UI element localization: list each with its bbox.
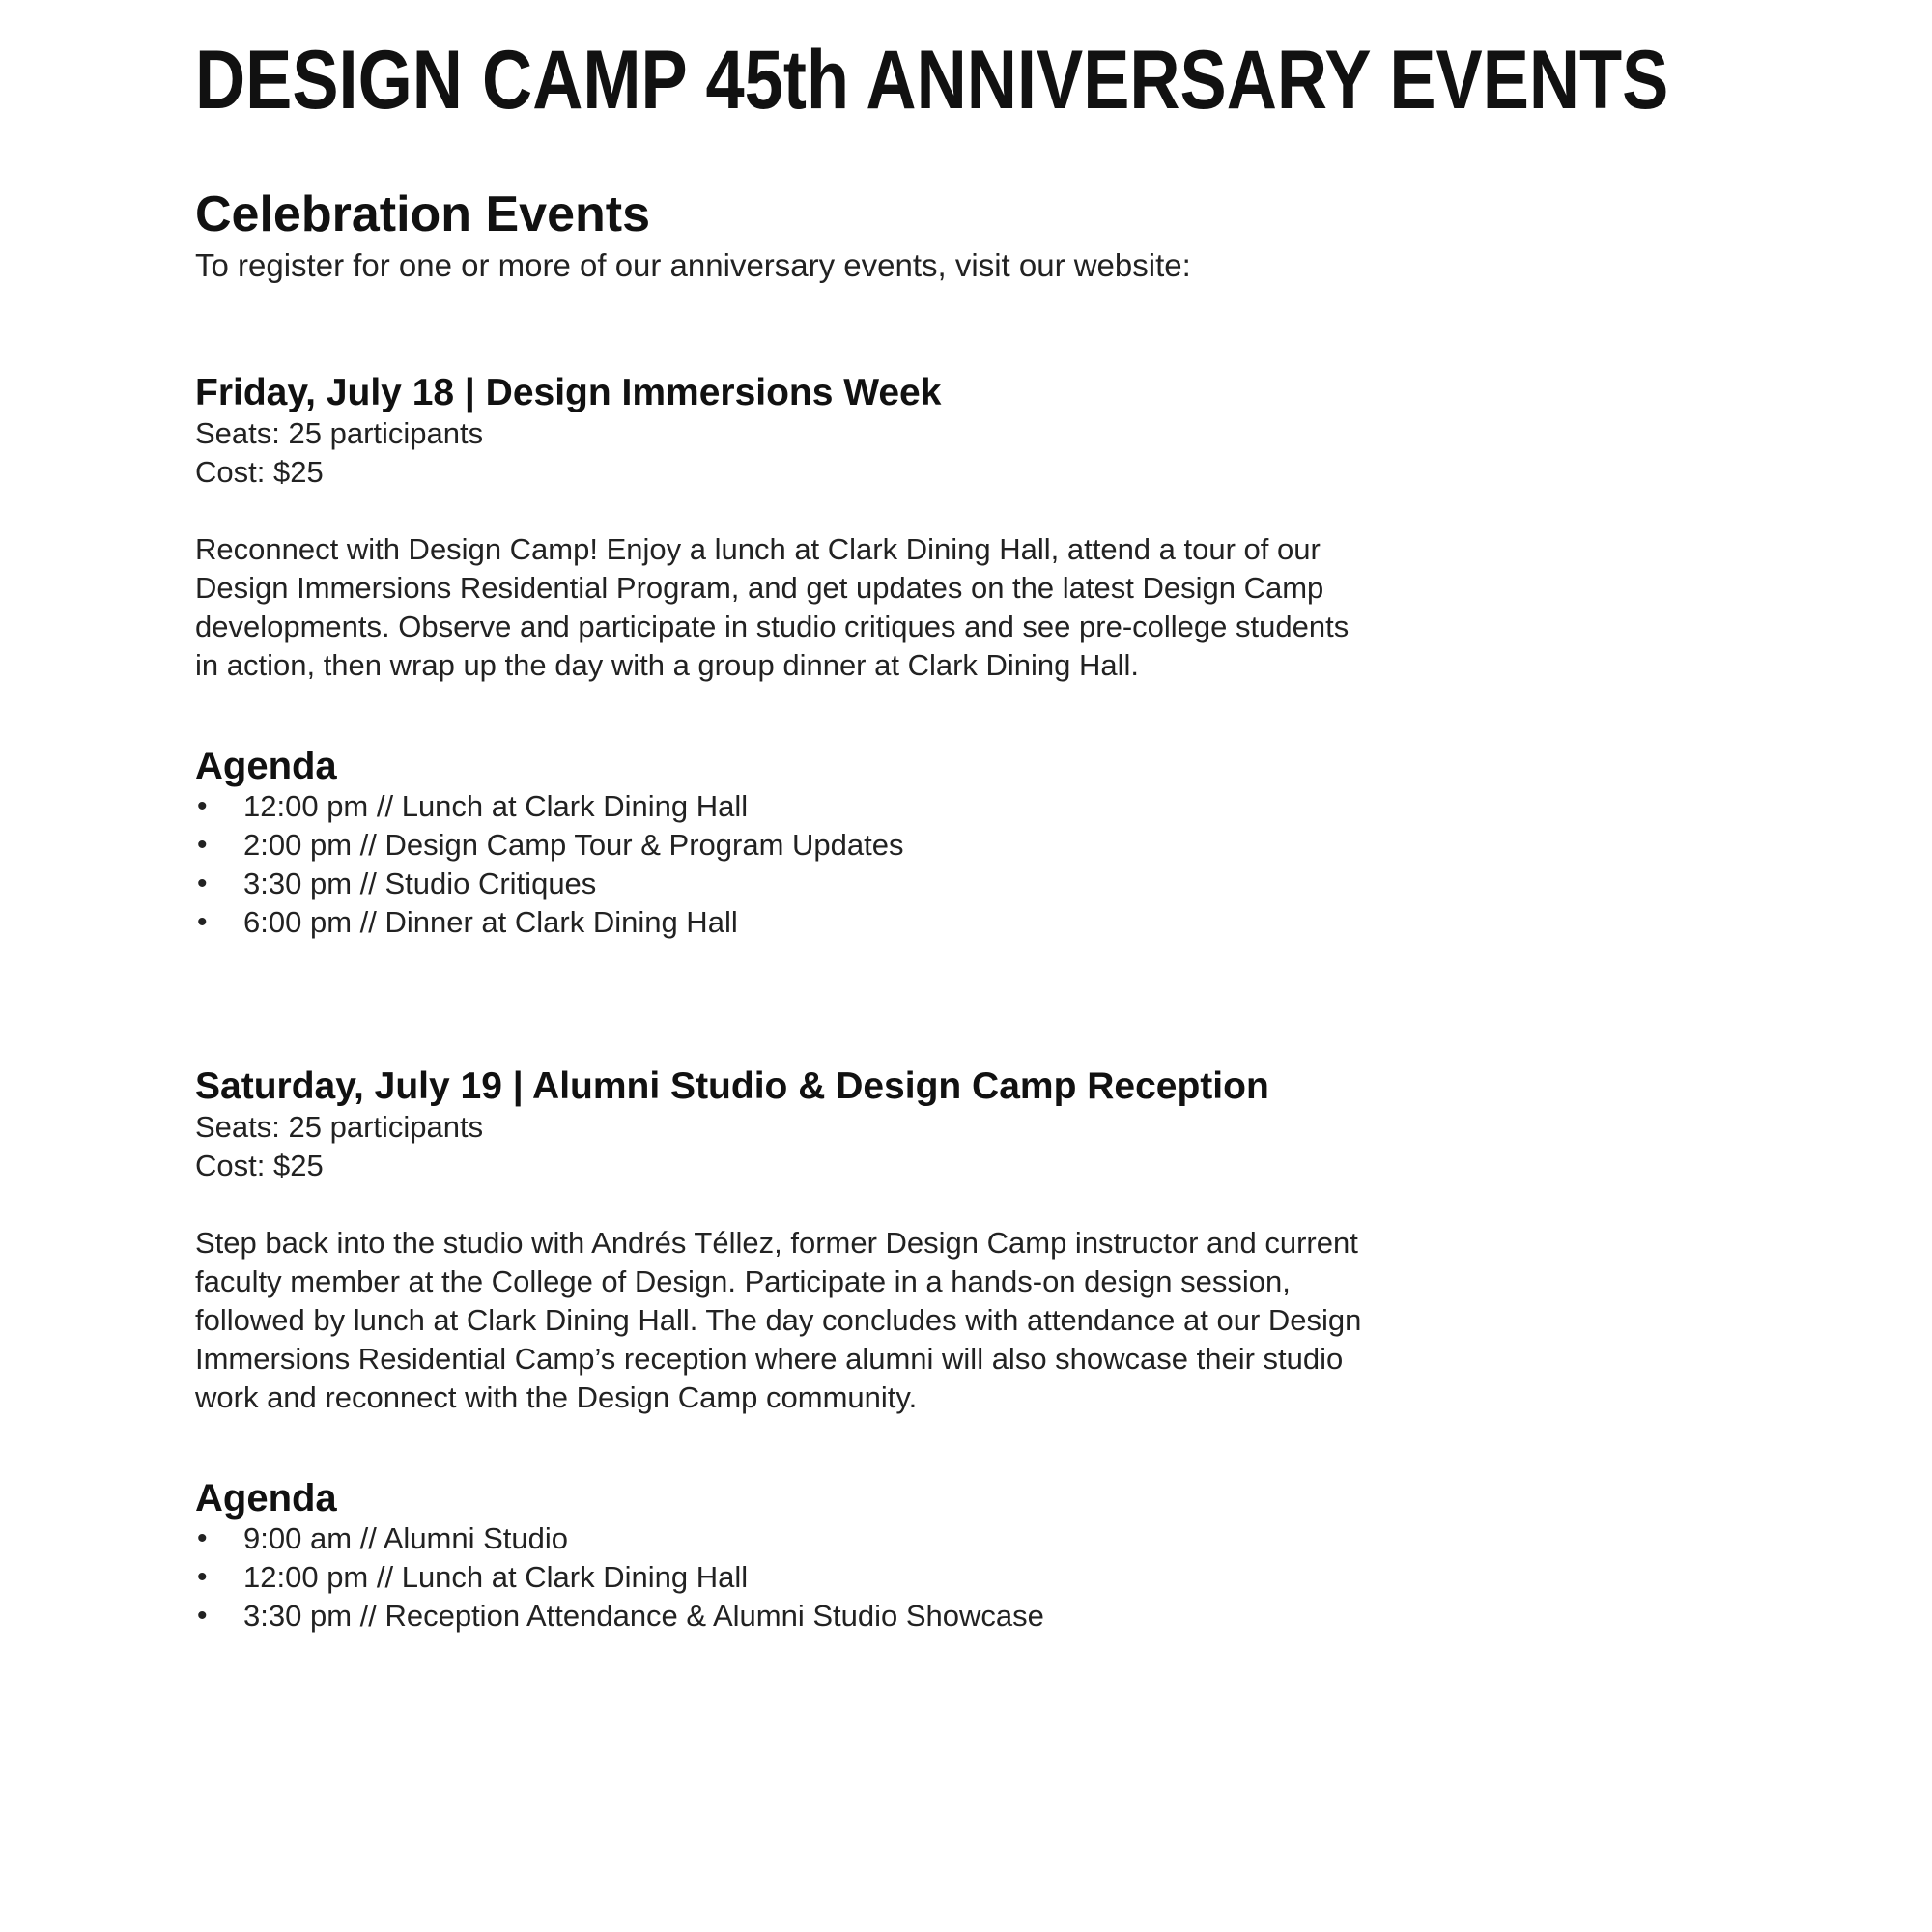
agenda-item-text: 12:00 pm // Lunch at Clark Dining Hall <box>243 789 749 823</box>
agenda-list <box>195 787 1393 942</box>
agenda-title: Agenda <box>195 745 337 787</box>
bullet-icon: • <box>197 867 208 899</box>
agenda-item-text: 6:00 pm // Dinner at Clark Dining Hall <box>243 905 738 939</box>
event-description: Step back into the studio with Andrés Téllez, former Design Camp instructor and current faculty member at the College of Design. Participate in a hands-on design session, followed by lunch at Clark Dining Hall. The day concludes with attendance at our Design Immersions Residential Camp’s reception where alumni will also showcase their studio work and reconnect with the Design Camp community. <box>195 1226 1362 1414</box>
bullet-icon: • <box>197 906 208 938</box>
event-heading: Friday, July 18 | Design Immersions Week <box>195 372 942 413</box>
agenda-item-text: 3:30 pm // Reception Attendance & Alumni Studio Showcase <box>243 1599 1044 1633</box>
event-friday <box>195 372 1393 942</box>
agenda-list <box>195 1520 1393 1635</box>
agenda-item <box>195 787 1393 826</box>
agenda-item-text: 2:00 pm // Design Camp Tour & Program Updates <box>243 828 904 862</box>
agenda-item <box>195 826 1393 865</box>
event-heading: Saturday, July 19 | Alumni Studio & Design Camp Reception <box>195 1065 1269 1107</box>
bullet-icon: • <box>197 790 208 822</box>
agenda-item <box>195 1520 1393 1558</box>
agenda-item <box>195 903 1393 942</box>
agenda-item <box>195 1597 1393 1635</box>
event-cost: Cost: $25 <box>195 1149 324 1182</box>
document-page <box>195 34 1669 1633</box>
bullet-icon: • <box>197 829 208 861</box>
agenda-item <box>195 865 1393 903</box>
bullet-icon: • <box>197 1522 208 1554</box>
page-title: DESIGN CAMP 45th ANNIVERSARY EVENTS <box>195 34 1669 127</box>
agenda-item <box>195 1558 1393 1597</box>
bullet-icon: • <box>197 1600 208 1632</box>
agenda-title: Agenda <box>195 1477 337 1520</box>
agenda-item-text: 3:30 pm // Studio Critiques <box>243 867 597 900</box>
event-description: Reconnect with Design Camp! Enjoy a lunch at Clark Dining Hall, attend a tour of our Design Immersions Residential Program, and get updates on the latest Design Camp developments. Observe and participate in studio critiques and see pre-college students in action, then wrap up the day with a group dinner at Clark Dining Hall. <box>195 532 1350 682</box>
event-seats: Seats: 25 participants <box>195 416 484 450</box>
agenda-item-text: 12:00 pm // Lunch at Clark Dining Hall <box>243 1560 749 1594</box>
event-saturday <box>195 1065 1393 1635</box>
section-title: Celebration Events <box>195 186 651 242</box>
event-seats: Seats: 25 participants <box>195 1110 484 1144</box>
bullet-icon: • <box>197 1561 208 1593</box>
registration-note: To register for one or more of our anniversary events, visit our website: <box>195 247 1191 283</box>
agenda-item-text: 9:00 am // Alumni Studio <box>243 1521 569 1555</box>
event-cost: Cost: $25 <box>195 455 324 489</box>
